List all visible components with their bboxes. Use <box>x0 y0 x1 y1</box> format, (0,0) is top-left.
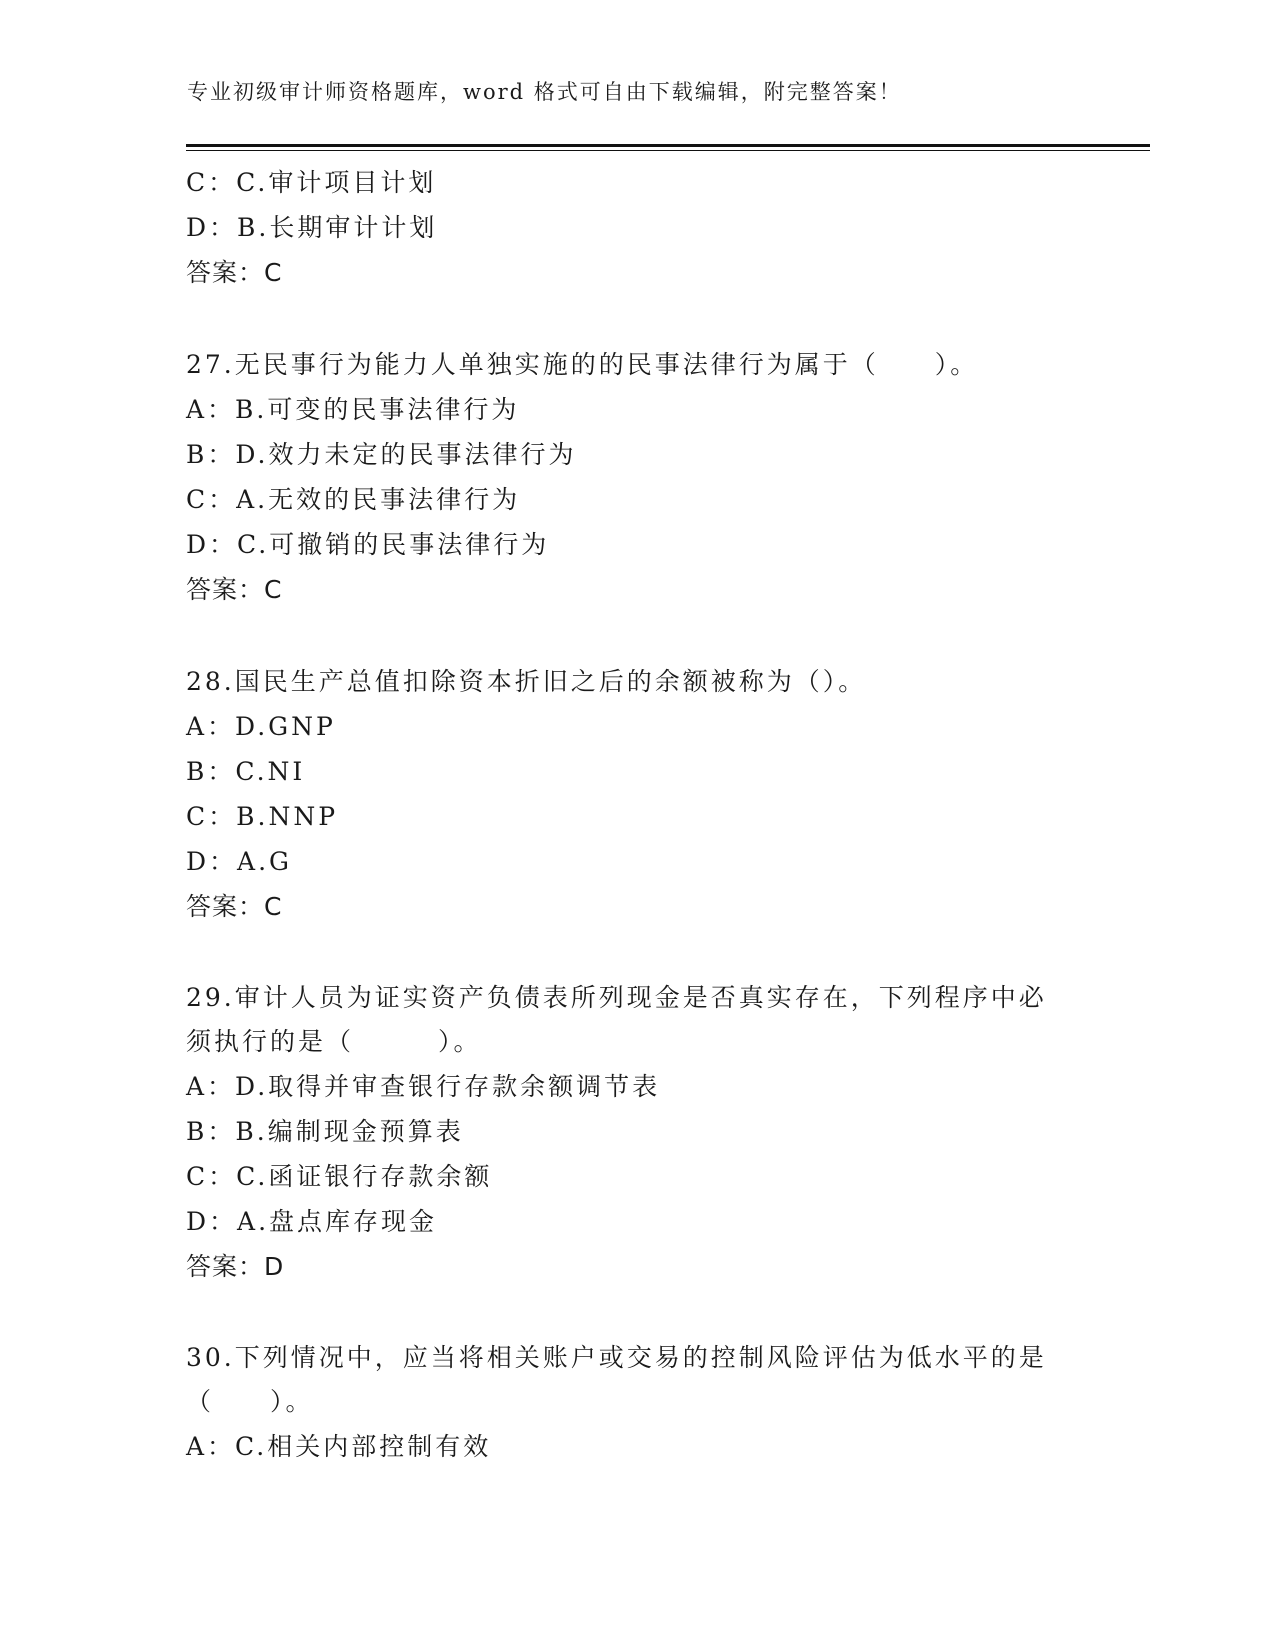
page-header: 专业初级审计师资格题库，word 格式可自由下载编辑，附完整答案！ <box>187 80 902 104</box>
question-stem: 30.下列情况中，应当将相关账户或交易的控制风险评估为低水平的是 <box>186 1343 1047 1372</box>
option-b: B：B.编制现金预算表 <box>186 1117 464 1146</box>
header-rule-thin <box>186 150 1150 151</box>
question-block <box>186 976 1086 1289</box>
option-d: D：B.长期审计计划 <box>186 213 438 242</box>
question-stem: 27.无民事行为能力人单独实施的的民事法律行为属于（ ）。 <box>186 350 979 379</box>
answer-line: 答案：C <box>186 575 283 604</box>
question-block <box>186 659 1086 929</box>
option-a: A：B.可变的民事法律行为 <box>186 395 520 424</box>
question-block <box>186 342 1086 612</box>
option-c: C：C.函证银行存款余额 <box>186 1162 493 1191</box>
option-a: A：C.相关内部控制有效 <box>186 1432 492 1461</box>
option-c: C：C.审计项目计划 <box>186 168 437 197</box>
option-d: D：A.G <box>186 847 293 876</box>
option-b: B：D.效力未定的民事法律行为 <box>186 440 577 469</box>
question-block <box>186 1336 1086 1469</box>
option-d: D：A.盘点库存现金 <box>186 1207 438 1236</box>
question-block-continued <box>186 160 1086 295</box>
answer-line: 答案：C <box>186 258 283 287</box>
question-stem-continued: 须执行的是（ ）。 <box>186 1027 482 1056</box>
question-stem: 29.审计人员为证实资产负债表所列现金是否真实存在，下列程序中必 <box>186 983 1047 1012</box>
option-c: C：B.NNP <box>186 802 339 831</box>
option-c: C：A.无效的民事法律行为 <box>186 485 521 514</box>
option-d: D：C.可撤销的民事法律行为 <box>186 530 550 559</box>
answer-line: 答案：C <box>186 892 283 921</box>
question-stem-continued: （ ）。 <box>186 1387 314 1416</box>
option-a: A：D.GNP <box>186 712 336 741</box>
question-stem: 28.国民生产总值扣除资本折旧之后的余额被称为（）。 <box>186 667 867 696</box>
header-rule-thick <box>186 144 1150 147</box>
option-a: A：D.取得并审查银行存款余额调节表 <box>186 1072 661 1101</box>
question-content <box>186 160 1086 1469</box>
option-b: B：C.NI <box>186 757 306 786</box>
answer-line: 答案：D <box>186 1252 285 1281</box>
